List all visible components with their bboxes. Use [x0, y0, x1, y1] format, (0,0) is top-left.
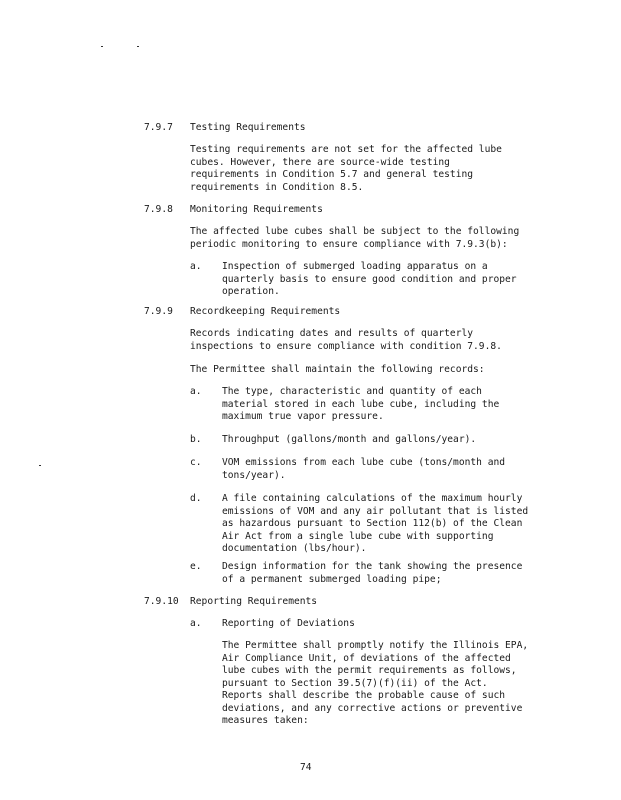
section-paragraph: The Permittee shall maintain the following records: [190, 364, 485, 375]
item-text: The Permittee shall promptly notify the Illinois EPA, Air Compliance Unit, of deviations of the affected lube cubes with the permit requirements as follows, pursuant to Section 39.5(7)(f)(ii) of the Act. Reports shall describe the probable cause of such deviations, and any corrective actions or preventive measures taken: [222, 640, 529, 726]
item-text: Design information for the tank showing the presence of a permanent submerged loading pipe; [222, 561, 523, 585]
item-letter: b. [190, 434, 202, 445]
section-number: 7.9.8 [144, 204, 173, 215]
item-letter: a. [190, 261, 202, 272]
section-paragraph: The affected lube cubes shall be subject to the following periodic monitoring to ensure compliance with 7.9.3(b): [190, 226, 520, 250]
section-heading: Testing Requirements [190, 122, 306, 133]
item-text: A file containing calculations of the maximum hourly emissions of VOM and any air pollutant that is listed as hazardous pursuant to Section 112(b) of the Clean Air Act from a single lube cube with supporting documentation (lbs/hour). [222, 493, 529, 554]
section-heading: Monitoring Requirements [190, 204, 323, 215]
section-number: 7.9.7 [144, 122, 173, 133]
item-text: Throughput (gallons/month and gallons/year). [222, 434, 477, 445]
item-text: The type, characteristic and quantity of each material stored in each lube cube, including the maximum true vapor pressure. [222, 386, 500, 422]
page-number: 74 [300, 762, 312, 773]
item-letter: d. [190, 493, 202, 504]
section-paragraph: Testing requirements are not set for the affected lube cubes. However, there are source-wide testing requirements in Condition 5.7 and general testing requirements in Condition 8.5. [190, 144, 502, 193]
section-number: 7.9.9 [144, 306, 173, 317]
scan-speck [39, 465, 41, 466]
section-number: 7.9.10 [144, 596, 179, 607]
item-letter: a. [190, 618, 202, 629]
item-text: VOM emissions from each lube cube (tons/month and tons/year). [222, 457, 506, 481]
section-paragraph: Records indicating dates and results of quarterly inspections to ensure compliance with condition 7.9.8. [190, 328, 502, 352]
item-text: Inspection of submerged loading apparatus on a quarterly basis to ensure good condition and proper operation. [222, 261, 517, 297]
section-heading: Reporting Requirements [190, 596, 318, 607]
item-letter: a. [190, 386, 202, 397]
item-letter: e. [190, 561, 202, 572]
section-heading: Recordkeeping Requirements [190, 306, 341, 317]
scan-speck [101, 46, 103, 47]
item-heading: Reporting of Deviations [222, 618, 355, 629]
scan-speck [137, 46, 139, 47]
item-letter: c. [190, 457, 202, 468]
